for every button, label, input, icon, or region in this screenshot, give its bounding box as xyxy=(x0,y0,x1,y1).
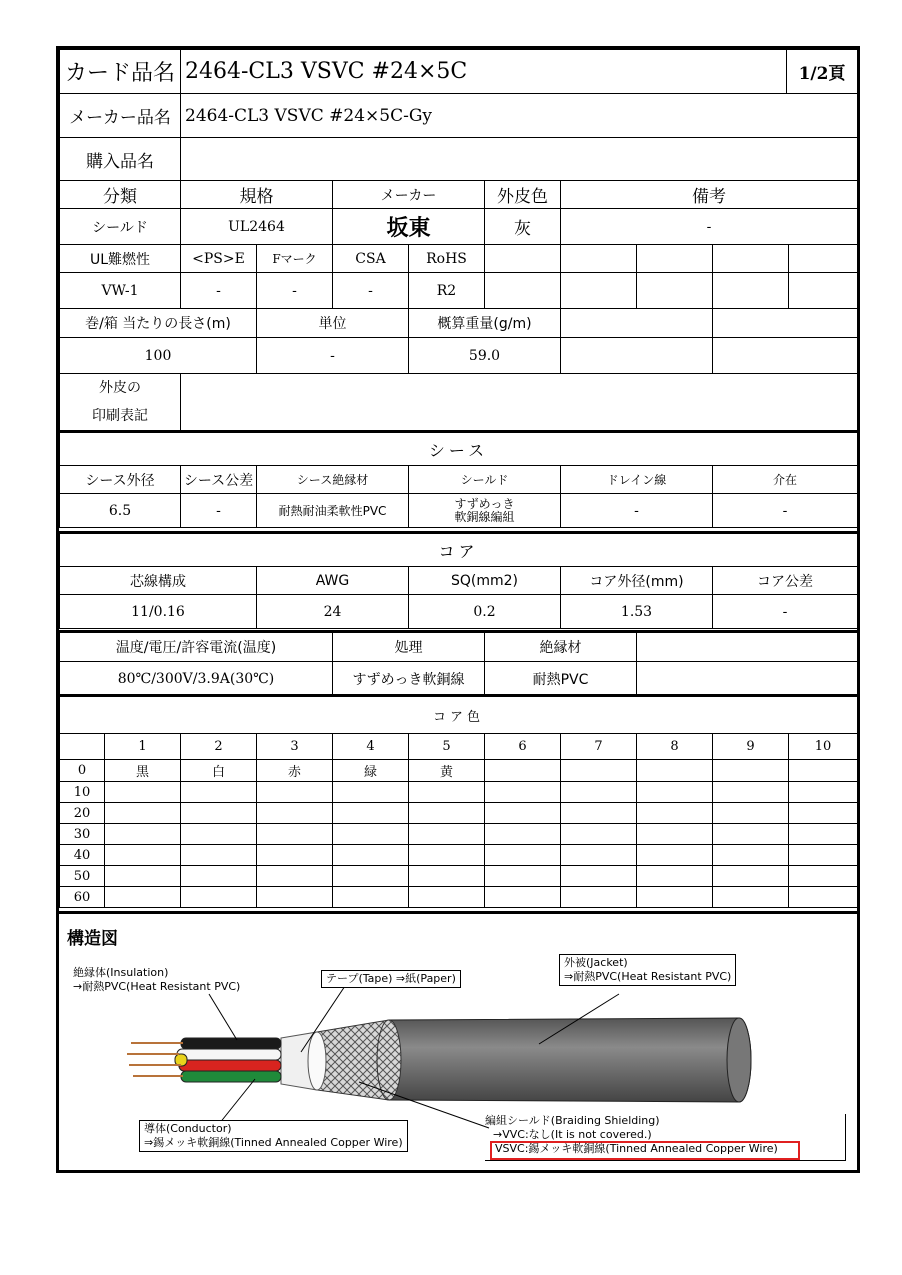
core-strand: 11/0.16 xyxy=(60,595,257,629)
core-color-table xyxy=(59,694,858,908)
core-color-cell xyxy=(561,760,637,782)
sheath-title: シース xyxy=(60,432,858,466)
table-row xyxy=(60,887,858,908)
core-color-cell xyxy=(713,824,789,845)
core-color-row-label: 20 xyxy=(60,803,105,824)
braid-vvc: →VVC:なし(It is not covered.) xyxy=(493,1128,652,1141)
length-header: 巻/箱 当たりの長さ(m) xyxy=(60,309,257,338)
core-color-cell xyxy=(485,782,561,803)
temp-header-rating: 温度/電圧/許容電流(温度) xyxy=(60,632,333,662)
temp-process: すずめっき軟銅線 xyxy=(333,662,485,696)
cert-pse: - xyxy=(181,273,257,309)
core-color-cell xyxy=(789,803,858,824)
core-color-cell xyxy=(105,845,181,866)
core-color-cell xyxy=(409,845,485,866)
core-title: コア xyxy=(60,533,858,567)
core-color-col-10: 10 xyxy=(789,734,858,760)
spec-header-color: 外皮色 xyxy=(485,181,561,209)
core-color-col-9: 9 xyxy=(713,734,789,760)
temp-table xyxy=(59,630,858,696)
cert-header-fmark: Fマーク xyxy=(257,245,333,273)
cert-header-csa: CSA xyxy=(333,245,409,273)
core-color-cell xyxy=(105,824,181,845)
core-color-cell xyxy=(409,866,485,887)
cert-header-ul: UL難燃性 xyxy=(60,245,181,273)
core-color-cell xyxy=(257,845,333,866)
core-color-col-3: 3 xyxy=(257,734,333,760)
core-color-cell xyxy=(257,782,333,803)
sheath-header-filler: 介在 xyxy=(713,466,858,494)
core-color-cell xyxy=(333,803,409,824)
spec-table xyxy=(59,180,858,245)
core-color-title: コア色 xyxy=(60,696,858,734)
unit-header: 単位 xyxy=(257,309,409,338)
core-color-header-row xyxy=(60,734,858,760)
table-row xyxy=(60,866,858,887)
insulation-material: →耐熱PVC(Heat Resistant PVC) xyxy=(73,980,241,993)
print-label-2: 印刷表記 xyxy=(92,408,148,424)
table-row xyxy=(60,824,858,845)
spec-standard: UL2464 xyxy=(181,209,333,245)
core-color-cell xyxy=(105,866,181,887)
temp-insulation: 耐熱PVC xyxy=(485,662,637,696)
core-color-cell xyxy=(181,845,257,866)
core-color-cell xyxy=(713,887,789,908)
page-number: 1/2頁 xyxy=(787,50,858,94)
maker-name: 2464-CL3 VSVC #24×5C-Gy xyxy=(181,94,858,138)
weight-value: 59.0 xyxy=(409,338,561,374)
core-color-cell xyxy=(561,887,637,908)
purchase-label: 購入品名 xyxy=(60,138,181,181)
core-color-cell xyxy=(105,887,181,908)
core-awg: 24 xyxy=(257,595,409,629)
sheath-filler: - xyxy=(713,494,858,528)
core-color-cell xyxy=(485,824,561,845)
core-color-row-label: 40 xyxy=(60,845,105,866)
cert-header-rohs: RoHS xyxy=(409,245,485,273)
core-color-cell: 黒 xyxy=(105,760,181,782)
insulation-label: 絶縁体(Insulation) xyxy=(73,966,169,979)
sheath-header-od: シース外径 xyxy=(60,466,181,494)
core-color-cell xyxy=(637,866,713,887)
core-tol: - xyxy=(713,595,858,629)
core-color-cell xyxy=(409,803,485,824)
spec-remarks: - xyxy=(561,209,858,245)
core-color-cell: 赤 xyxy=(257,760,333,782)
core-color-col-1: 1 xyxy=(105,734,181,760)
core-red xyxy=(179,1060,281,1071)
core-color-cell xyxy=(789,824,858,845)
core-color-cell xyxy=(713,866,789,887)
sheath-shield-line1: すずめっき xyxy=(454,496,515,511)
sheath-header-shield: シールド xyxy=(409,466,561,494)
core-color-cell xyxy=(485,803,561,824)
cert-table xyxy=(59,244,858,309)
core-color-col-5: 5 xyxy=(409,734,485,760)
cert-csa: - xyxy=(333,273,409,309)
core-color-col-6: 6 xyxy=(485,734,561,760)
diagram-title: 構造図 xyxy=(67,929,118,949)
spec-header-maker: メーカー xyxy=(333,181,485,209)
temp-header-insulation: 絶縁材 xyxy=(485,632,637,662)
core-black xyxy=(181,1038,281,1049)
core-sq: 0.2 xyxy=(409,595,561,629)
maker-table xyxy=(59,93,858,181)
core-color-cell xyxy=(257,803,333,824)
core-color-cell xyxy=(713,760,789,782)
jacket-label: 外被(Jacket) xyxy=(564,956,628,969)
core-color-cell xyxy=(485,866,561,887)
core-color-cell xyxy=(485,845,561,866)
cert-ul: VW-1 xyxy=(60,273,181,309)
core-green xyxy=(181,1071,281,1082)
spec-header-standard: 規格 xyxy=(181,181,333,209)
print-label-1: 外皮の xyxy=(99,380,141,396)
core-color-cell: 黄 xyxy=(409,760,485,782)
core-color-cell xyxy=(105,803,181,824)
core-color-row-label: 50 xyxy=(60,866,105,887)
core-color-cell xyxy=(181,782,257,803)
core-color-row-label: 0 xyxy=(60,760,105,782)
core-header-strand: 芯線構成 xyxy=(60,567,257,595)
unit-value: - xyxy=(257,338,409,374)
core-color-cell xyxy=(789,887,858,908)
print-table xyxy=(59,373,858,431)
length-value: 100 xyxy=(60,338,257,374)
core-color-cell xyxy=(637,887,713,908)
core-color-cell xyxy=(713,782,789,803)
sheath-od: 6.5 xyxy=(60,494,181,528)
maker-name-label: メーカー品名 xyxy=(60,94,181,138)
core-table xyxy=(59,531,858,629)
spec-maker: 坂東 xyxy=(333,209,485,245)
core-color-cell xyxy=(561,824,637,845)
table-row xyxy=(60,803,858,824)
core-header-od: コア外径(mm) xyxy=(561,567,713,595)
structure-diagram xyxy=(59,911,857,1173)
core-color-cell xyxy=(257,887,333,908)
table-row xyxy=(60,782,858,803)
cert-header-pse: <PS>E xyxy=(181,245,257,273)
core-color-row-label: 30 xyxy=(60,824,105,845)
print-value xyxy=(181,374,858,431)
purchase-name xyxy=(181,138,858,181)
core-color-cell xyxy=(409,782,485,803)
table-row xyxy=(60,845,858,866)
braid-label: 編組シールド(Braiding Shielding) xyxy=(485,1114,660,1127)
core-color-cell xyxy=(713,845,789,866)
core-color-col-7: 7 xyxy=(561,734,637,760)
core-color-cell xyxy=(181,887,257,908)
cert-fmark: - xyxy=(257,273,333,309)
length-table xyxy=(59,308,858,374)
core-color-cell: 緑 xyxy=(333,760,409,782)
core-color-cell xyxy=(561,782,637,803)
core-color-cell xyxy=(789,845,858,866)
core-color-cell xyxy=(789,782,858,803)
cert-rohs: R2 xyxy=(409,273,485,309)
core-color-cell xyxy=(333,887,409,908)
core-color-cell xyxy=(333,845,409,866)
core-color-row-label: 60 xyxy=(60,887,105,908)
spec-category: シールド xyxy=(60,209,181,245)
card-label: カード品名 xyxy=(60,50,181,94)
conductor-material: ⇒錫メッキ軟銅線(Tinned Annealed Copper Wire) xyxy=(144,1136,403,1149)
spec-header-remarks: 備考 xyxy=(561,181,858,209)
sheath-drain: - xyxy=(561,494,713,528)
core-color-cell xyxy=(713,803,789,824)
core-color-cell xyxy=(561,845,637,866)
core-color-col-8: 8 xyxy=(637,734,713,760)
core-color-cell xyxy=(333,782,409,803)
spec-header-category: 分類 xyxy=(60,181,181,209)
core-color-cell xyxy=(333,824,409,845)
core-color-cell xyxy=(409,824,485,845)
core-color-cell xyxy=(181,824,257,845)
sheath-material: 耐熱耐油柔軟性PVC xyxy=(257,494,409,528)
header-table xyxy=(59,49,858,94)
core-color-cell xyxy=(561,866,637,887)
sheath-shield-line2: 軟銅線編組 xyxy=(454,509,515,524)
core-od: 1.53 xyxy=(561,595,713,629)
card-name: 2464-CL3 VSVC #24×5C xyxy=(181,50,787,94)
core-color-cell xyxy=(637,824,713,845)
tape-label: テープ(Tape) ⇒紙(Paper) xyxy=(321,970,461,988)
core-color-cell: 白 xyxy=(181,760,257,782)
sheath-header-material: シース絶縁材 xyxy=(257,466,409,494)
sheath-header-drain: ドレイン線 xyxy=(561,466,713,494)
core-color-cell xyxy=(561,803,637,824)
table-row xyxy=(60,760,858,782)
jacket-material: ⇒耐熱PVC(Heat Resistant PVC) xyxy=(564,970,732,983)
core-color-cell xyxy=(485,760,561,782)
temp-rating: 80℃/300V/3.9A(30℃) xyxy=(60,662,333,696)
core-color-cell xyxy=(181,866,257,887)
core-color-cell xyxy=(257,824,333,845)
core-color-cell xyxy=(105,782,181,803)
core-header-sq: SQ(mm2) xyxy=(409,567,561,595)
core-color-col-4: 4 xyxy=(333,734,409,760)
sheath-header-tol: シース公差 xyxy=(181,466,257,494)
weight-header: 概算重量(g/m) xyxy=(409,309,561,338)
sheath-table xyxy=(59,430,858,528)
core-color-cell xyxy=(257,866,333,887)
core-color-cell xyxy=(409,887,485,908)
core-color-cell xyxy=(181,803,257,824)
spec-sheet xyxy=(56,46,860,1173)
spec-color: 灰 xyxy=(485,209,561,245)
core-color-col-2: 2 xyxy=(181,734,257,760)
braid-vsvc: VSVC:錫メッキ軟銅線(Tinned Annealed Copper Wire) xyxy=(495,1142,778,1155)
conductor-label: 導体(Conductor) xyxy=(144,1122,232,1135)
core-color-cell xyxy=(485,887,561,908)
core-color-cell xyxy=(637,760,713,782)
core-color-row-label: 10 xyxy=(60,782,105,803)
core-color-cell xyxy=(333,866,409,887)
temp-header-process: 処理 xyxy=(333,632,485,662)
core-color-cell xyxy=(637,845,713,866)
core-color-cell xyxy=(637,803,713,824)
sheath-tol: - xyxy=(181,494,257,528)
core-color-cell xyxy=(637,782,713,803)
core-header-awg: AWG xyxy=(257,567,409,595)
core-header-tol: コア公差 xyxy=(713,567,858,595)
core-color-cell xyxy=(789,760,858,782)
core-color-cell xyxy=(789,866,858,887)
core-white xyxy=(177,1049,281,1060)
